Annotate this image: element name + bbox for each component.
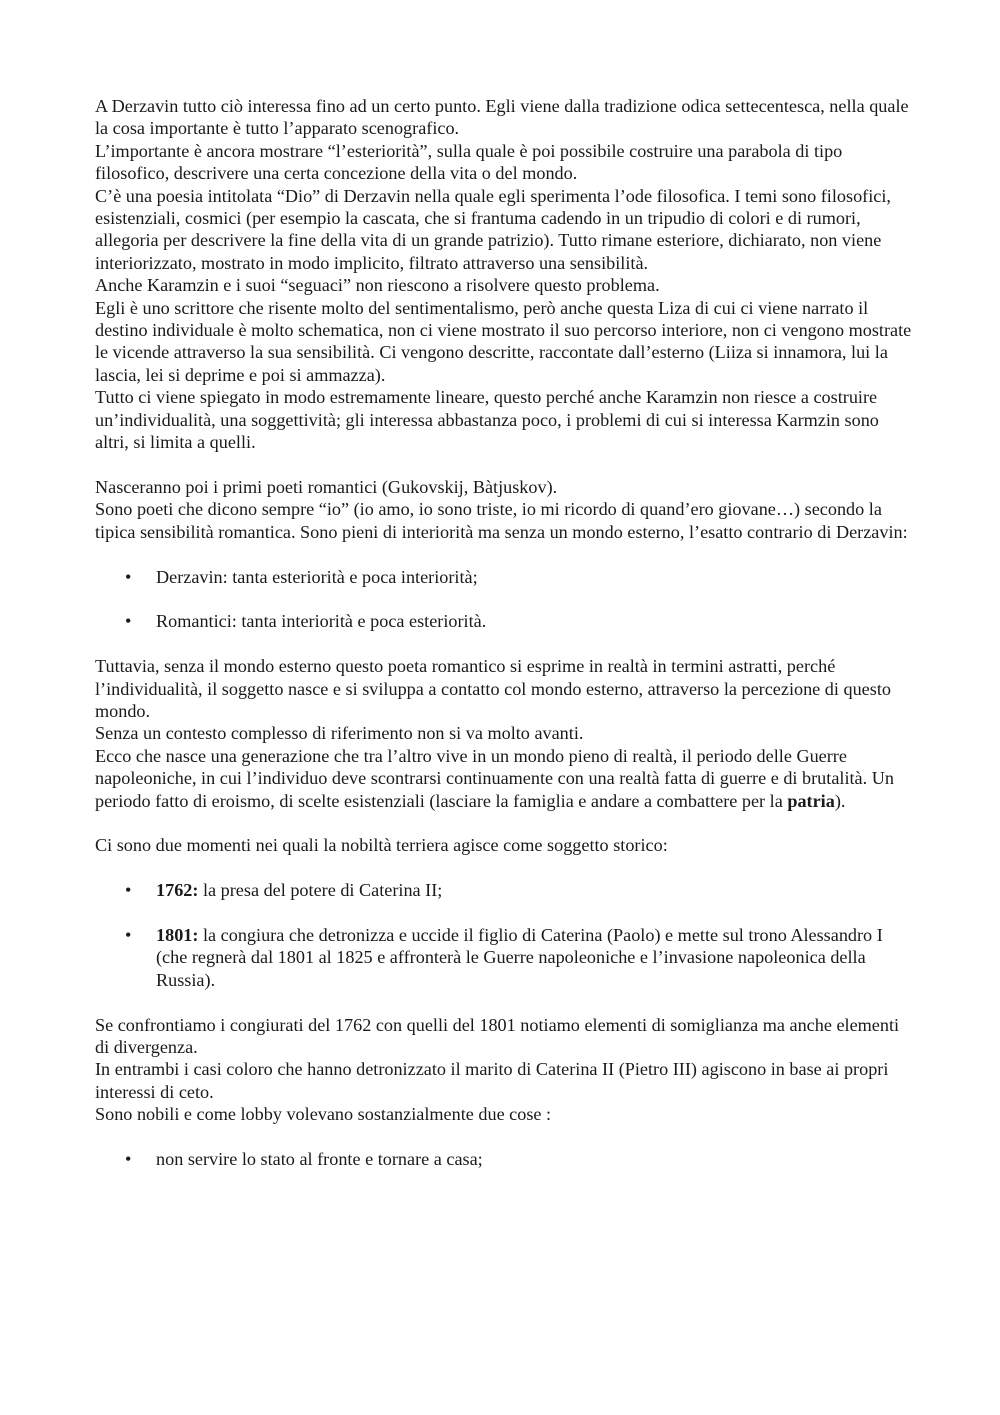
paragraph-gap [95, 633, 915, 655]
demands-list [95, 1148, 915, 1170]
list-item-text: Derzavin: tanta esteriorità e poca interiorità; [156, 566, 478, 587]
paragraph: L’importante è ancora mostrare “l’esteriorità”, sulla quale è poi possibile costruire una parabola di tipo filosofico, descrivere una certa concezione della vita o del mondo. [95, 140, 843, 184]
paragraph: Tuttavia, senza il mondo esterno questo poeta romantico si esprime in realtà in termini astratti, perché l’individualità, il soggetto nasce e si sviluppa a contatto col mondo esterno, attraverso la percezione di questo mondo. [95, 656, 891, 721]
section-nobility [95, 834, 915, 856]
list-item-text: non servire lo stato al fronte e tornare a casa; [156, 1148, 483, 1169]
list-item [95, 566, 915, 588]
paragraph: C’è una poesia intitolata “Dio” di Derzavin nella quale egli sperimenta l’ode filosofica. I temi sono filosofici, esistenziali, cosmici (per esempio la cascata, che si frantuma cadendo in un tripudio di colori e di rumori, allegoria per descrivere la fine della vita di un grande patrizio). Tutto rimane esteriore, dichiarato, non viene interiorizzato, mostrato in modo implicito, filtrato attraverso una sensibilità. [95, 185, 891, 273]
list-item [95, 610, 915, 632]
bullet-icon: • [125, 611, 132, 632]
paragraph-gap [95, 454, 915, 476]
comparison-list [95, 566, 915, 633]
year-label: 1801: [156, 924, 199, 945]
list-item-text: la congiura che detronizza e uccide il figlio di Caterina (Paolo) e mette sul trono Alessandro I (che regnerà dal 1801 al 1825 e affronterà le Guerre napoleoniche e l’invasione napoleonica della Russia). [156, 924, 883, 990]
paragraph: Tutto ci viene spiegato in modo estremamente lineare, questo perché anche Karamzin non riesce a costruire un’individualità, una soggettività; gli interessa abbastanza poco, i problemi di cui si interessa Karmzin sono altri, si limita a quelli. [95, 387, 879, 453]
paragraph: Ci sono due momenti nei quali la nobiltà terriera agisce come soggetto storico: [95, 835, 668, 856]
paragraph-gap [95, 991, 915, 1013]
paragraph: Sono nobili e come lobby volevano sostanzialmente due cose : [95, 1104, 552, 1125]
paragraph: Se confrontiamo i congiurati del 1762 con quelli del 1801 notiamo elementi di somiglianza ma anche elementi di divergenza. [95, 1014, 900, 1057]
paragraph: Sono poeti che dicono sempre “io” (io amo, io sono triste, io mi ricordo di quand’ero giovane…) secondo la tipica sensibilità romantica. Sono pieni di interiorità ma senza un mondo esterno, l’esatto contrario di Derzavin: [95, 499, 908, 542]
bullet-icon: • [125, 880, 132, 901]
bold-term: patria [787, 790, 835, 811]
bullet-icon: • [125, 924, 132, 945]
section-napoleonic-generation [95, 655, 915, 812]
document-page [95, 95, 915, 1170]
paragraph-gap [95, 812, 915, 834]
section-derzavin-karamzin [95, 95, 915, 454]
bullet-icon: • [125, 566, 132, 587]
paragraph [95, 745, 915, 812]
bullet-icon: • [125, 1148, 132, 1169]
list-item [95, 1148, 915, 1170]
paragraph: A Derzavin tutto ciò interessa fino ad un certo punto. Egli viene dalla tradizione odica settecentesca, nella quale la cosa importante è tutto l’apparato scenografico. [95, 96, 909, 139]
paragraph: In entrambi i casi coloro che hanno detronizzato il marito di Caterina II (Pietro III) agiscono in base ai propri interessi di ceto. [95, 1059, 889, 1102]
section-romantic-poets [95, 476, 915, 543]
paragraph: Senza un contesto complesso di riferimento non si va molto avanti. [95, 723, 584, 744]
paragraph: Nasceranno poi i primi poeti romantici (Gukovskij, Bàtjuskov). [95, 476, 558, 497]
section-conspirators [95, 1014, 915, 1126]
paragraph-text: ). [834, 790, 846, 811]
paragraph: Egli è uno scrittore che risente molto del sentimentalismo, però anche questa Liza di cui ci viene narrato il destino individuale è molto schematica, non ci viene mostrato il suo percorso interiore, non ci vengono mostrate le vicende attraverso la sua sensibilità. Ci vengono descritte, raccontate dall’esterno (Liiza si innamora, lui la lascia, lei si deprime e poi si ammazza). [95, 297, 912, 385]
list-item [95, 879, 915, 901]
year-label: 1762: [156, 880, 199, 901]
paragraph-text: Ecco che nasce una generazione che tra l’altro vive in un mondo pieno di realtà, il periodo delle Guerre napoleoniche, in cui l’individuo deve scontrarsi continuamente con una realtà fatta di guerre e di brutalità. Un periodo fatto di eroismo, di scelte esistenziali (lasciare la famiglia e andare a combattere per la [95, 745, 894, 811]
dates-list [95, 879, 915, 991]
paragraph: Anche Karamzin e i suoi “seguaci” non riescono a risolvere questo problema. [95, 275, 660, 296]
list-item-text: Romantici: tanta interiorità e poca esteriorità. [156, 611, 487, 632]
list-item-text: la presa del potere di Caterina II; [198, 880, 443, 901]
list-item [95, 924, 915, 991]
